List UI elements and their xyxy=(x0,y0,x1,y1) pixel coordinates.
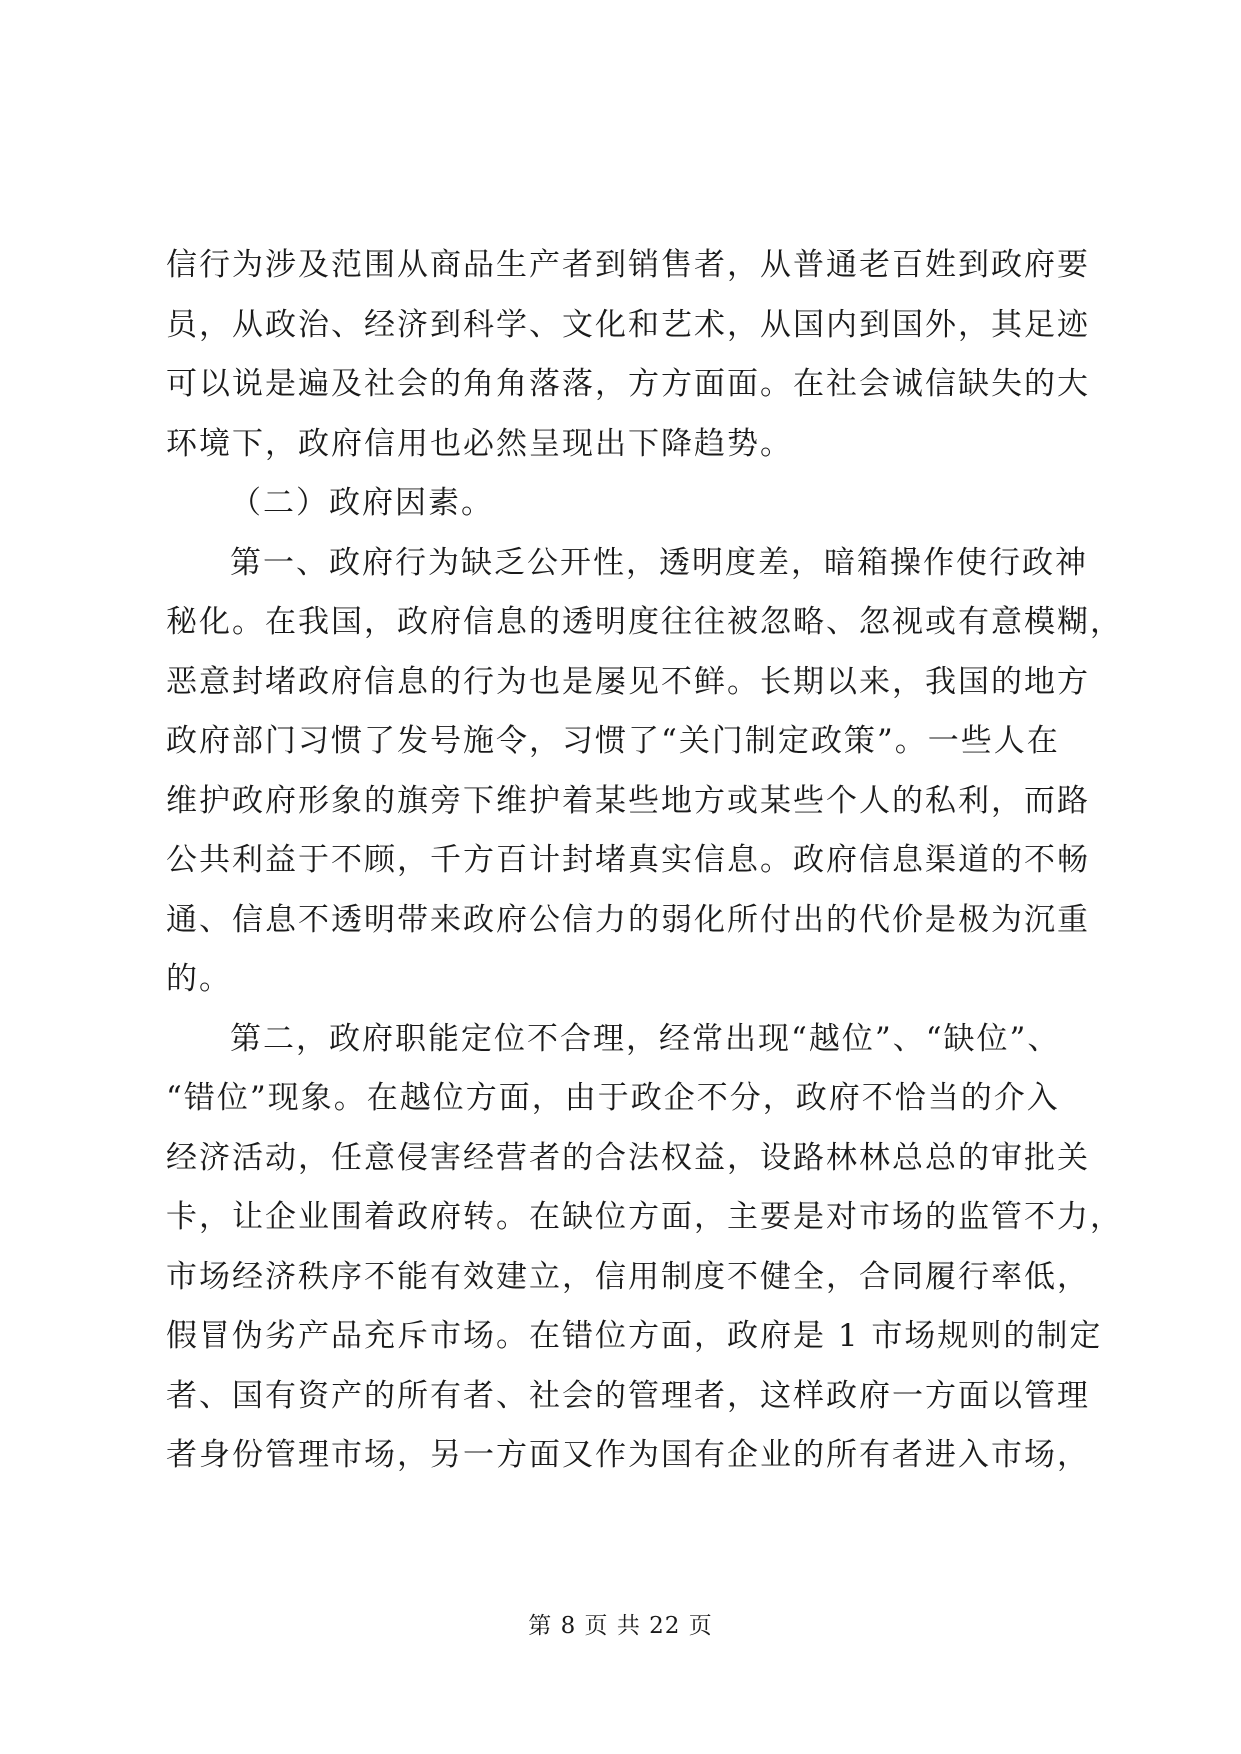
text-line: 通、信息不透明带来政府公信力的弱化所付出的代价是极为沉重 xyxy=(166,901,1090,938)
text-line: 政府部门习惯了发号施令，习惯了“关门制定政策”。一些人在 xyxy=(166,723,1060,760)
text-line: 秘化。在我国，政府信息的透明度往往被忽略、忽视或有意模糊， xyxy=(166,604,1123,641)
text-line: 的。 xyxy=(166,961,232,998)
page-footer: 第 8 页 共 22 页 xyxy=(528,1613,713,1639)
text-line: 假冒伪劣产品充斥市场。在错位方面，政府是 1 市场规则的制定 xyxy=(166,1318,1103,1355)
section-heading: （二）政府因素。 xyxy=(230,485,494,522)
text-line: 者身份管理市场，另一方面又作为国有企业的所有者进入市场， xyxy=(166,1437,1090,1474)
text-line: 第二，政府职能定位不合理，经常出现“越位”、“缺位”、 xyxy=(230,1020,1061,1057)
text-line: “错位”现象。在越位方面，由于政企不分，政府不恰当的介入 xyxy=(166,1080,1060,1117)
text-line: 卡，让企业围着政府转。在缺位方面，主要是对市场的监管不力， xyxy=(166,1199,1123,1236)
text-line: 者、国有资产的所有者、社会的管理者，这样政府一方面以管理 xyxy=(166,1377,1090,1414)
text-line: 市场经济秩序不能有效建立，信用制度不健全，合同履行率低， xyxy=(166,1258,1090,1295)
document-body xyxy=(166,232,1123,1482)
text-line: 环境下，政府信用也必然呈现出下降趋势。 xyxy=(166,425,793,462)
text-line: 可以说是遍及社会的角角落落，方方面面。在社会诚信缺失的大 xyxy=(166,366,1090,403)
text-line: 公共利益于不顾，千方百计封堵真实信息。政府信息渠道的不畅 xyxy=(166,842,1090,879)
text-line: 经济活动，任意侵害经营者的合法权益，设路林林总总的审批关 xyxy=(166,1139,1090,1176)
text-line: 员，从政治、经济到科学、文化和艺术，从国内到国外，其足迹 xyxy=(166,306,1090,343)
text-line: 信行为涉及范围从商品生产者到销售者，从普通老百姓到政府要 xyxy=(166,247,1090,284)
text-line: 第一、政府行为缺乏公开性，透明度差，暗箱操作使行政神 xyxy=(230,544,1088,581)
text-line: 恶意封堵政府信息的行为也是屡见不鲜。长期以来，我国的地方 xyxy=(166,663,1090,700)
text-line: 维护政府形象的旗旁下维护着某些地方或某些个人的私利，而路 xyxy=(166,782,1090,819)
